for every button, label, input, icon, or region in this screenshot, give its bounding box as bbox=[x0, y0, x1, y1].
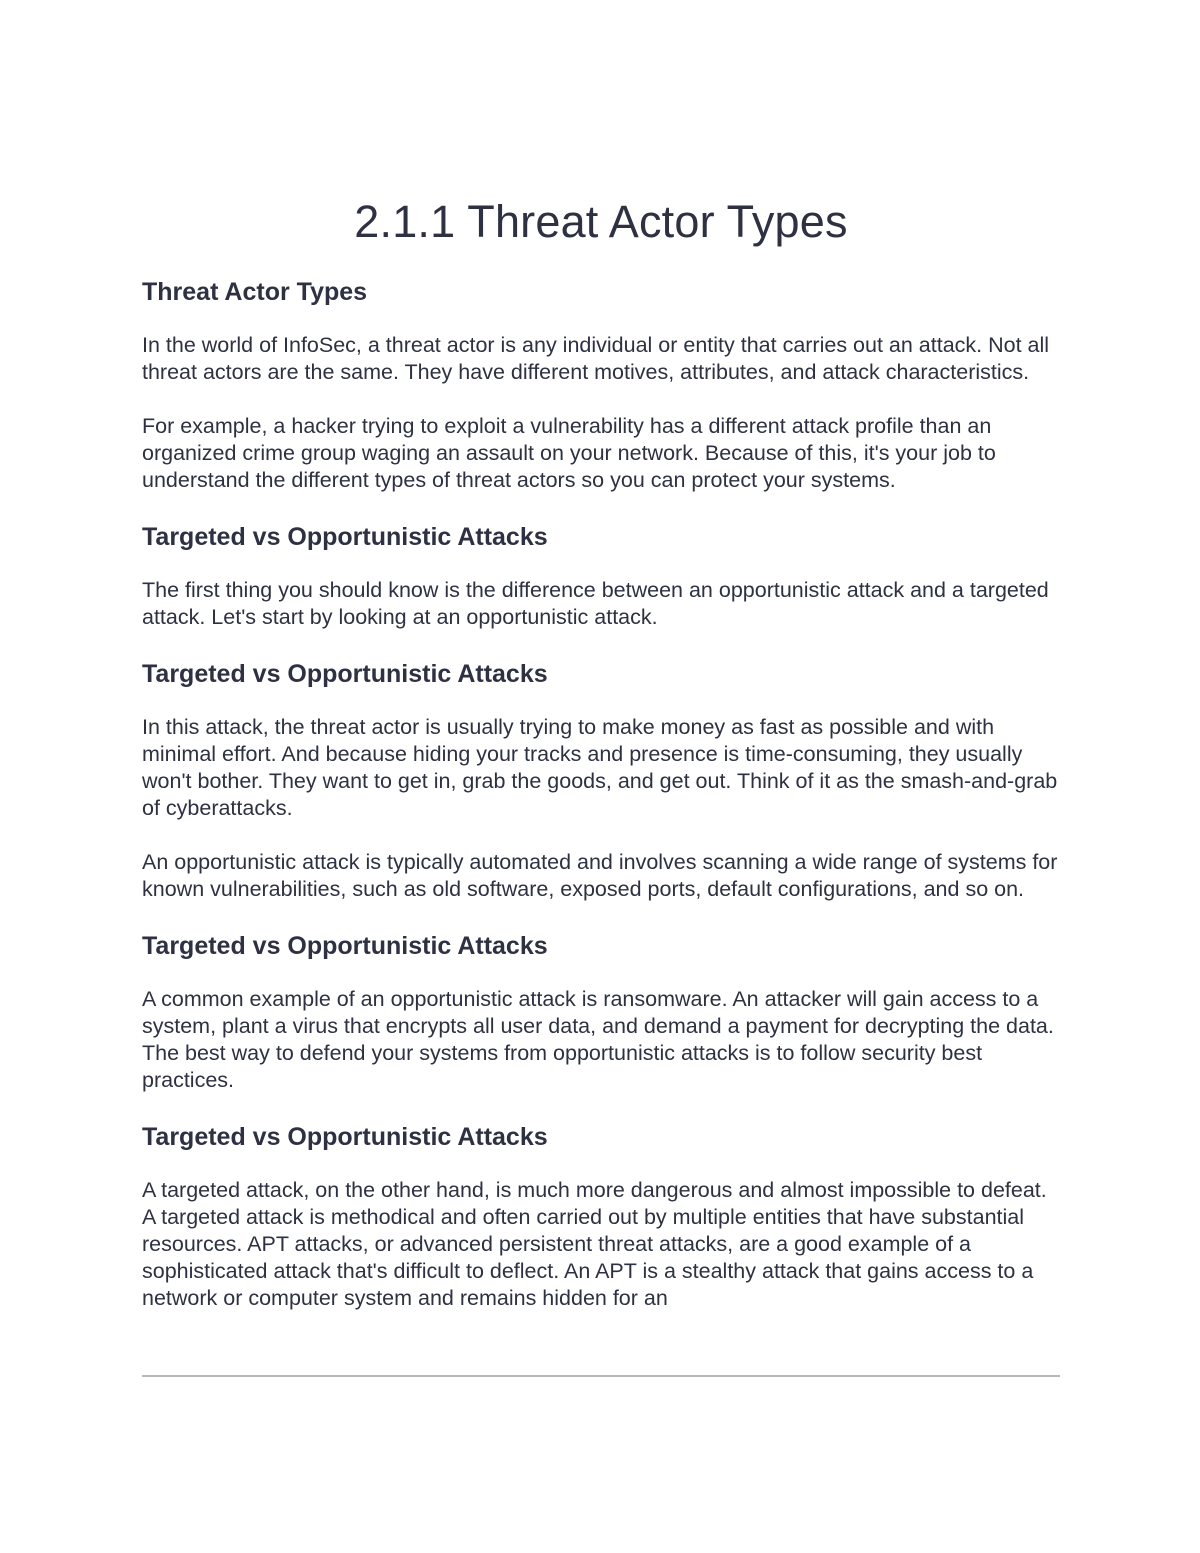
document-page bbox=[142, 190, 1060, 1312]
page-title: 2.1.1 Threat Actor Types bbox=[354, 196, 848, 247]
page-cutoff-divider bbox=[142, 1375, 1060, 1377]
paragraph-opportunistic-automated: An opportunistic attack is typically automated and involves scanning a wide range of systems for known vulnerabilities, such as old software, exposed ports, default configurations, and so on. bbox=[142, 850, 1058, 901]
paragraph-infosec-definition: In the world of InfoSec, a threat actor is any individual or entity that carries out an attack. Not all threat actors are the same. They have different motives, attributes, and attack characteristics. bbox=[142, 333, 1050, 384]
paragraph-hacker-example: For example, a hacker trying to exploit a vulnerability has a different attack profile than an organized crime group waging an assault on your network. Because of this, it's your job to understand the different types of threat actors so you can protect your systems. bbox=[142, 414, 996, 492]
paragraph-difference-intro: The first thing you should know is the difference between an opportunistic attack and a targeted attack. Let's start by looking at an opportunistic attack. bbox=[142, 578, 1049, 629]
section-heading-targeted-vs-opportunistic-3: Targeted vs Opportunistic Attacks bbox=[142, 932, 548, 960]
section-heading-targeted-vs-opportunistic-1: Targeted vs Opportunistic Attacks bbox=[142, 523, 548, 551]
section-heading-threat-actor-types: Threat Actor Types bbox=[142, 278, 368, 306]
section-heading-targeted-vs-opportunistic-2: Targeted vs Opportunistic Attacks bbox=[142, 660, 548, 688]
paragraph-opportunistic-motive: In this attack, the threat actor is usually trying to make money as fast as possible and with minimal effort. And because hiding your tracks and presence is time-consuming, they usually won't bother. They want to get in, grab the goods, and get out. Think of it as the smash-and-grab of cyberattacks. bbox=[142, 715, 1058, 820]
section-heading-targeted-vs-opportunistic-4: Targeted vs Opportunistic Attacks bbox=[142, 1123, 548, 1151]
paragraph-ransomware-example: A common example of an opportunistic attack is ransomware. An attacker will gain access to a system, plant a virus that encrypts all user data, and demand a payment for decrypting the data. The best way to defend your systems from opportunistic attacks is to follow security best practices. bbox=[142, 987, 1054, 1092]
paragraph-targeted-attack: A targeted attack, on the other hand, is much more dangerous and almost impossible to defeat. A targeted attack is methodical and often carried out by multiple entities that have substantial resources. APT attacks, or advanced persistent threat attacks, are a good example of a sophisticated attack that's difficult to deflect. An APT is a stealthy attack that gains access to a network or computer system and remains hidden for an bbox=[142, 1178, 1047, 1310]
